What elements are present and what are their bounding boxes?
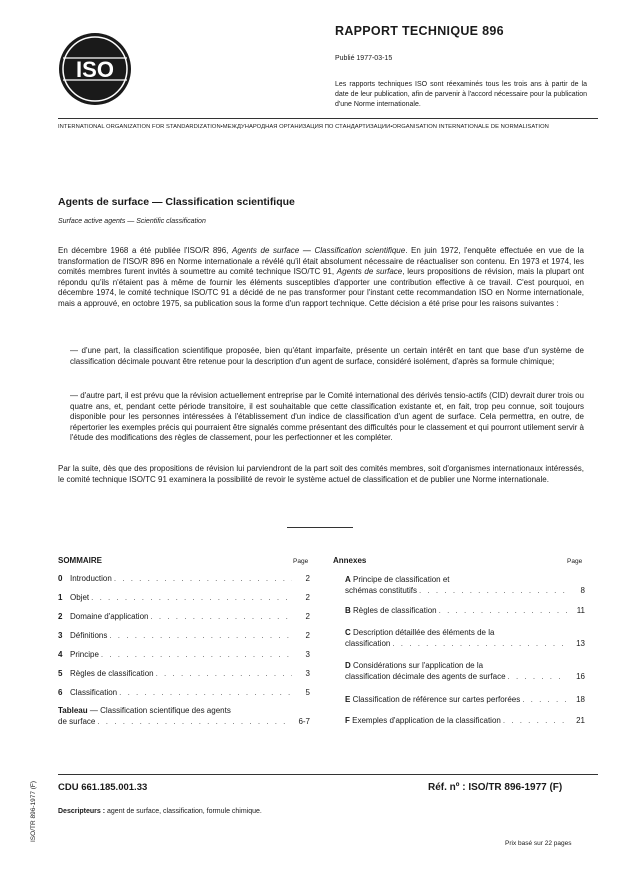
- toc-item[interactable]: 2 Domaine d'application . . . 2: [58, 612, 310, 621]
- cdu-number: CDU 661.185.001.33: [58, 782, 148, 793]
- footer-divider: [58, 774, 598, 775]
- publication-date: Publié 1977-03-15: [335, 55, 393, 62]
- sommaire-page-label: Page: [293, 558, 309, 565]
- document-subtitle: Surface active agents — Scientific classification: [58, 218, 206, 225]
- toc-item[interactable]: 3 Définitions . . . 2: [58, 631, 310, 640]
- side-reference: ISO/TR 896-1977 (F): [30, 780, 37, 842]
- reason-item-2: — d'autre part, il est prévu que la révision actuellement entreprise par le Comité international des dérivés tensio-actifs (CID) devrait durer trois ou quatre ans, et, pendant cette période transitoire, il est souhaitable que cette classification existante et, en fait, trop peu connue, soit toujours disponible pour les personnes intéressées à l'établissement d'un indice de classification d'un agent de surface. Cela permettra, en outre, de répertorier les exemples précis qui pourraient être signalés comme présentant des difficultés pour le classement et qui pourront utilement servir à l'étude des modifications des règles de classement, pour les perfectionner et les compléter.: [70, 391, 584, 442]
- svg-text:ISO: ISO: [76, 57, 114, 82]
- header-note: Les rapports techniques ISO sont réexaminés tous les trois ans à partir de la date de leur publication, afin de parvenir à l'accord nécessaire pour la publication d'une Norme internationale.: [335, 81, 587, 108]
- closing-paragraph: Par la suite, dès que des propositions de révision lui parviendront de la part soit des comités membres, soit d'organismes internationaux intéressés, le comité technique ISO/TC 91 examinera la possibilité de revoir le système actuel de classification et de publier une Norme internationale.: [58, 464, 584, 484]
- descriptors: Descripteurs : agent de surface, classification, formule chimique.: [58, 808, 262, 815]
- annex-item[interactable]: C Description détaillée des éléments de la classification . . . 13: [345, 627, 585, 649]
- toc-item[interactable]: 6 Classification . . . 5: [58, 688, 310, 697]
- sommaire-heading: SOMMAIRE: [58, 556, 102, 565]
- reference-number: Réf. nº : ISO/TR 896-1977 (F): [428, 782, 563, 793]
- iso-logo: [58, 28, 132, 110]
- header-divider: [58, 118, 598, 119]
- document-title: Agents de surface — Classification scientifique: [58, 196, 295, 208]
- organization-line: INTERNATIONAL ORGANIZATION FOR STANDARDIZATION•МЕЖДУНАРОДНАЯ ОРГАНИЗАЦИЯ ПО СТАНДАРТИЗАЦИИ•ORGANISATION INTERNATIONALE DE NORMALISATION: [58, 124, 549, 130]
- intro-paragraph: En décembre 1968 a été publiée l'ISO/R 896, Agents de surface — Classification scientifique. En juin 1972, l'enquête effectuée en vue de la transformation de l'ISO/R 896 en Norme internationale a révélé qu'il était absolument nécessaire de réactualiser son contenu. En 1973 et 1974, les comités membres furent invités à soumettre au comité technique ISO/TC 91, Agents de surface, leurs propositions de révision, mais la plupart ont répondu qu'ils n'étaient pas à même de fournir les éléments susceptibles d'apporter une contribution effective à ce travail. C'est pourquoi, en décembre 1974, le comité technique ISO/TC 91 a décidé de ne pas transformer pour l'instant cette recommandation ISO en Norme internationale, mais a approuvé, en octobre 1975, sa publication sous la forme d'un rapport technique. Cette décision a été prise pour les raisons suivantes :: [58, 246, 585, 308]
- annex-item[interactable]: D Considérations sur l'application de la classification décimale des agents de surface . . . 16: [345, 660, 585, 682]
- toc-tableau-item[interactable]: Tableau — Classification scientifique des agents de surface . . . 6-7: [58, 705, 310, 727]
- annex-item[interactable]: A Principe de classification et schémas constitutifs . . . 8: [345, 574, 585, 596]
- report-title: RAPPORT TECHNIQUE 896: [335, 24, 504, 38]
- price-note: Prix basé sur 22 pages: [505, 840, 572, 847]
- annex-item[interactable]: E Classification de référence sur cartes perforées . . . 18: [345, 695, 585, 704]
- annexes-page-label: Page: [567, 558, 583, 565]
- toc-item[interactable]: 1 Objet . . . 2: [58, 593, 310, 602]
- section-separator: [287, 527, 353, 528]
- annexes-heading: Annexes: [333, 556, 367, 565]
- reason-item-1: — d'une part, la classification scientifique proposée, bien qu'étant imparfaite, présente un certain intérêt en tant que base d'un système de classification décimale pouvant être retenue pour la description d'un agent de surface, considéré isolément, d'après sa formule chimique;: [70, 346, 584, 366]
- toc-item[interactable]: 0 Introduction . . . 2: [58, 574, 310, 583]
- annex-item[interactable]: F Exemples d'application de la classification . . . 21: [345, 716, 585, 725]
- toc-item[interactable]: 4 Principe . . . 3: [58, 650, 310, 659]
- toc-item[interactable]: 5 Règles de classification . . . 3: [58, 669, 310, 678]
- annex-item[interactable]: B Règles de classification . . . 11: [345, 606, 585, 615]
